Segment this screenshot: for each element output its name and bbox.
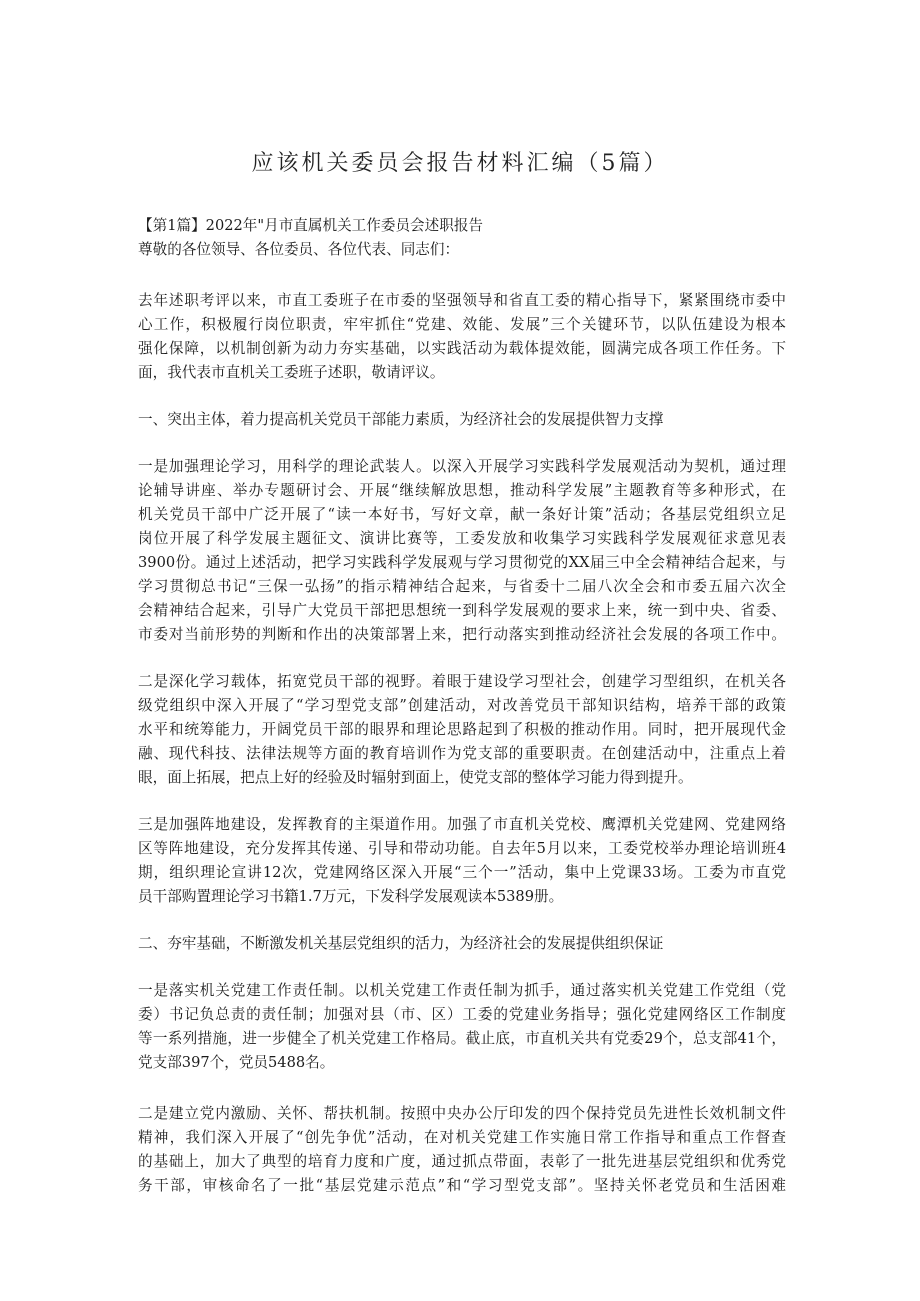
text-line: 区等阵地建设，充分发挥其传递、引导和带动功能。自去年5月以来，工委党校举办理论培训班4 [138, 840, 786, 857]
text-line: 党支部397个，党员5488名。 [138, 1054, 335, 1071]
text-line: 一是落实机关党建工作责任制。以机关党建工作责任制为抓手，通过落实机关党建工作党组（党 [138, 982, 786, 999]
text-line: 员干部购置理论学习书籍1.7万元，下发科学发展观读本5389册。 [138, 888, 564, 905]
text-line: 眼，面上拓展，把点上好的经验及时辐射到面上，使党支部的整体学习能力得到提升。 [138, 769, 693, 786]
text-line: 心工作，积极履行岗位职责，牢牢抓住“党建、效能、发展”三个关键环节，以队伍建设为根本 [138, 316, 786, 333]
text-line: 市委对当前形势的判断和作出的决策部署上来，把行动落实到推动经济社会发展的各项工作中。 [138, 626, 786, 643]
text-line: 3900份。通过上述活动，把学习实践科学发展观与学习贯彻党的XX届三中全会精神结合起来，与 [138, 554, 786, 571]
article-heading: 【第1篇】2022年"月市直属机关工作委员会述职报告 [138, 217, 484, 234]
text-line: 学习贯彻总书记“三保一弘扬”的指示精神结合起来，与省委十二届八次全会和市委五届六次全 [138, 578, 786, 595]
section2-paragraph-1 [138, 979, 786, 1075]
text-line: 面，我代表市直机关工委班子述职，敬请评议。 [138, 364, 445, 381]
salutation: 尊敬的各位领导、各位委员、各位代表、同志们： [138, 241, 460, 258]
text-line: 会精神结合起来，引导广大党员干部把思想统一到科学发展观的要求上来，统一到中央、省委、 [138, 602, 786, 619]
text-line: 三是加强阵地建设，发挥教育的主渠道作用。加强了市直机关党校、鹰潭机关党建网、党建网络 [138, 816, 786, 833]
text-line: 委）书记负总责的责任制；加强对县（市、区）工委的党建业务指导；强化党建网络区工作制度 [138, 1006, 786, 1023]
section2-paragraph-2 [138, 1102, 786, 1198]
section1-paragraph-3 [138, 813, 786, 909]
text-line: 精神，我们深入开展了“创先争优”活动，在对机关党建工作实施日常工作指导和重点工作督查 [138, 1129, 786, 1146]
text-line: 级党组织中深入开展了“学习型党支部”创建活动，对改善党员干部知识结构，培养干部的政策 [138, 697, 786, 714]
text-line: 去年述职考评以来，市直工委班子在市委的坚强领导和省直工委的精心指导下，紧紧围绕市委中 [138, 292, 786, 309]
document-body [138, 214, 786, 1198]
section-heading-2: 二、夯牢基础，不断激发机关基层党组织的活力，为经济社会的发展提供组织保证 [138, 935, 664, 952]
text-line: 水平和统筹能力，开阔党员干部的眼界和理论思路起到了积极的推动作用。同时，把开展现代金 [138, 721, 786, 738]
text-line: 二是深化学习载体，拓宽党员干部的视野。着眼于建设学习型社会，创建学习型组织，在机关各 [138, 673, 786, 690]
text-line: 强化保障，以机制创新为动力夯实基础，以实践活动为载体提效能，圆满完成各项工作任务。下 [138, 340, 786, 357]
section-heading-1: 一、突出主体，着力提高机关党员干部能力素质，为经济社会的发展提供智力支撑 [138, 411, 664, 428]
intro-paragraph [138, 289, 786, 385]
text-line: 论辅导讲座、举办专题研讨会、开展“继续解放思想，推动科学发展”主题教育等多种形式，在 [138, 482, 786, 499]
header-block [138, 214, 786, 262]
document-title: 应该机关委员会报告材料汇编（5篇） [251, 151, 669, 176]
text-line: 务干部，审核命名了一批“基层党建示范点”和“学习型党支部”。坚持关怀老党员和生活困难 [138, 1177, 786, 1194]
text-line: 期，组织理论宣讲12次，党建网络区深入开展“三个一”活动，集中上党课33场。工委为市直党 [138, 864, 786, 881]
text-line: 融、现代科技、法律法规等方面的教育培训作为党支部的重要职责。在创建活动中，注重点上着 [138, 745, 786, 762]
text-line: 等一系列措施，进一步健全了机关党建工作格局。截止底，市直机关共有党委29个，总支部41个， [138, 1030, 786, 1047]
text-line: 岗位开展了科学发展主题征文、演讲比赛等，工委发放和收集学习实践科学发展观征求意见表 [138, 530, 786, 547]
text-line: 机关党员干部中广泛开展了“读一本好书，写好文章，献一条好计策”活动；各基层党组织立足 [138, 506, 786, 523]
section1-paragraph-1 [138, 455, 786, 647]
text-line: 二是建立党内激励、关怀、帮扶机制。按照中央办公厅印发的四个保持党员先进性长效机制文件 [138, 1105, 786, 1122]
text-line: 的基础上，加大了典型的培育力度和广度，通过抓点带面，表彰了一批先进基层党组织和优秀党 [138, 1153, 786, 1170]
text-line: 一是加强理论学习，用科学的理论武装人。以深入开展学习实践科学发展观活动为契机，通过理 [138, 458, 786, 475]
section1-paragraph-2 [138, 670, 786, 790]
